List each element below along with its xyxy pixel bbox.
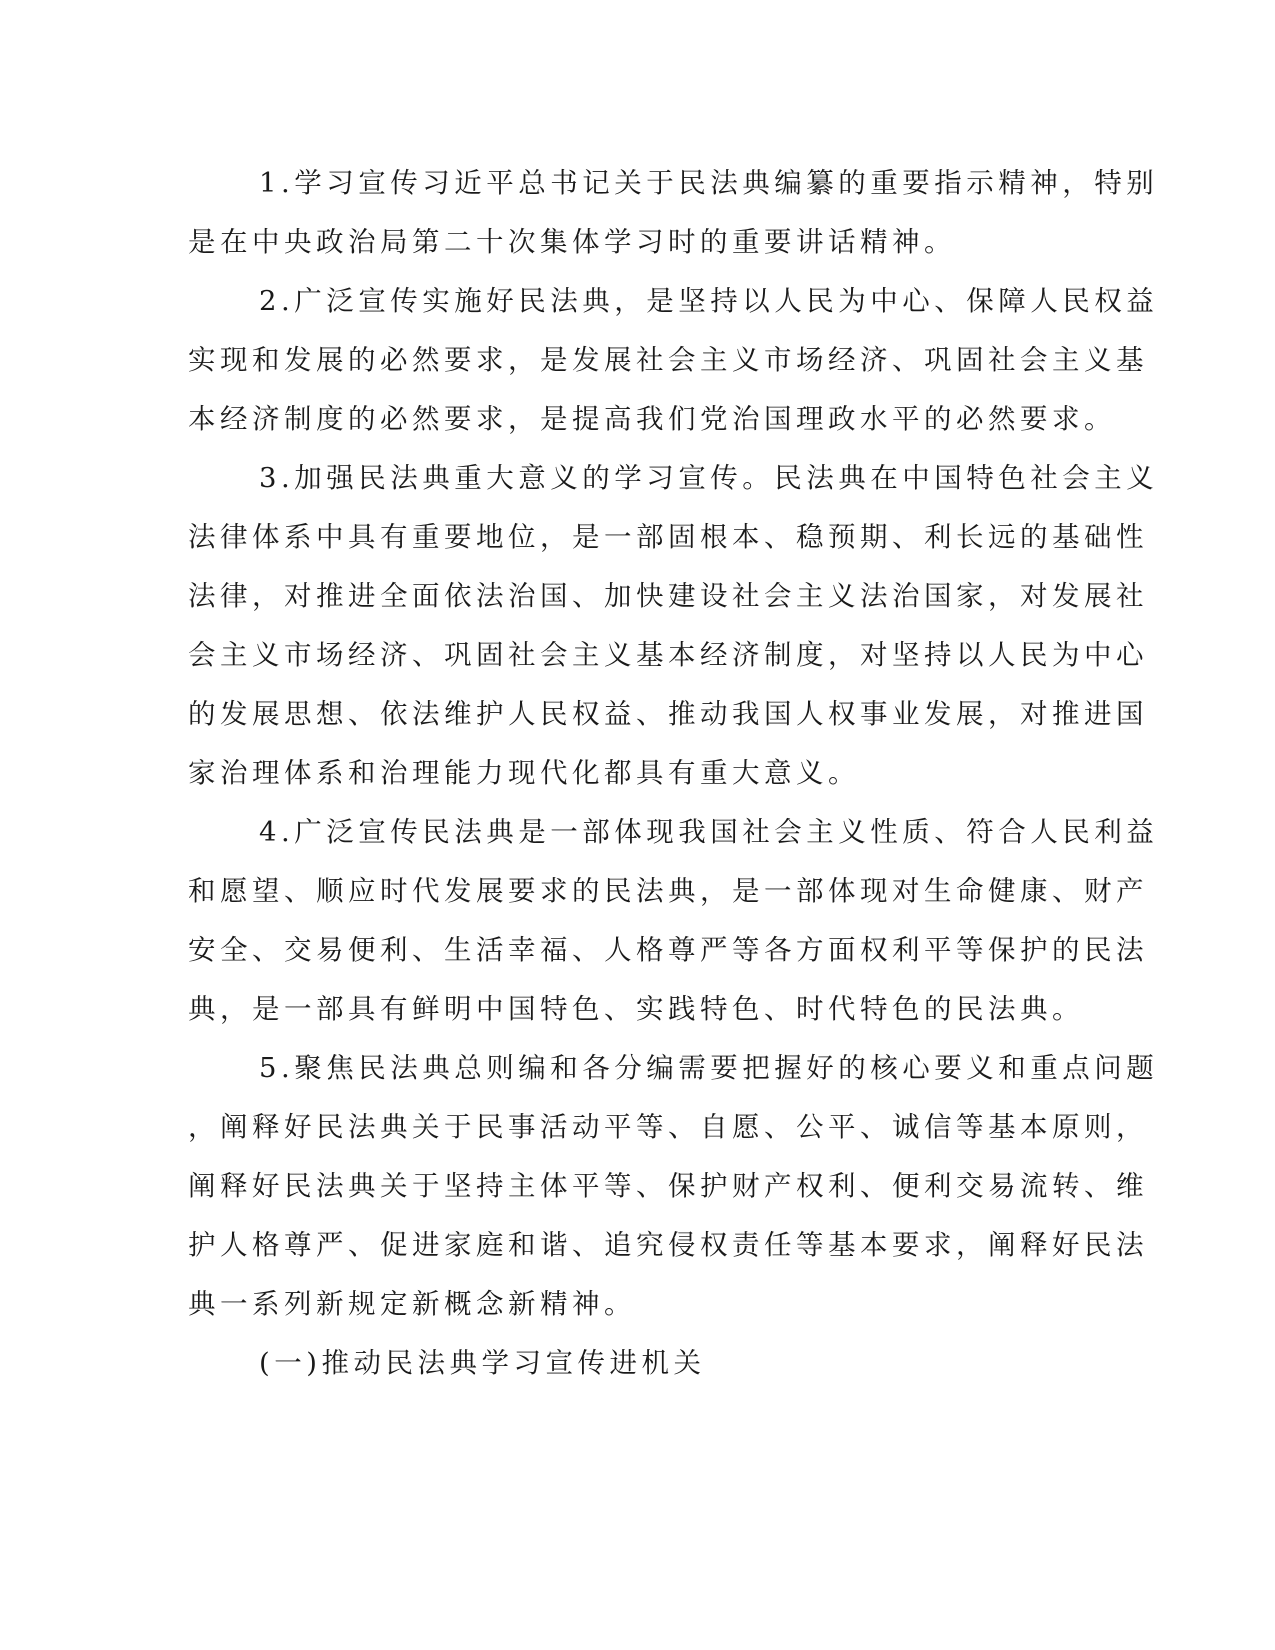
- paragraph-4-line-4: 典，是一部具有鲜明中国特色、实践特色、时代特色的民法典。: [188, 993, 1084, 1025]
- paragraph-5-line-5: 典一系列新规定新概念新精神。: [188, 1288, 636, 1320]
- paragraph-2-line-3: 本经济制度的必然要求，是提高我们党治国理政水平的必然要求。: [188, 403, 1116, 435]
- paragraph-4-line-1: 4.广泛宣传民法典是一部体现我国社会主义性质、符合人民利益: [259, 816, 1159, 848]
- paragraph-3-line-1: 3.加强民法典重大意义的学习宣传。民法典在中国特色社会主义: [259, 462, 1159, 494]
- paragraph-4-line-3: 安全、交易便利、生活幸福、人格尊严等各方面权利平等保护的民法: [188, 934, 1148, 966]
- paragraph-5-line-1: 5.聚焦民法典总则编和各分编需要把握好的核心要义和重点问题: [259, 1052, 1159, 1084]
- paragraph-5-line-2: ，阐释好民法典关于民事活动平等、自愿、公平、诚信等基本原则，: [188, 1111, 1148, 1143]
- paragraph-1-line-1: 1.学习宣传习近平总书记关于民法典编纂的重要指示精神，特别: [259, 167, 1159, 199]
- paragraph-5-line-4: 护人格尊严、促进家庭和谐、追究侵权责任等基本要求，阐释好民法: [188, 1229, 1148, 1261]
- paragraph-1-line-2: 是在中央政治局第二十次集体学习时的重要讲话精神。: [188, 226, 956, 258]
- paragraph-3-line-4: 会主义市场经济、巩固社会主义基本经济制度，对坚持以人民为中心: [188, 639, 1148, 671]
- paragraph-3-line-2: 法律体系中具有重要地位，是一部固根本、稳预期、利长远的基础性: [188, 521, 1148, 553]
- paragraph-3-line-3: 法律，对推进全面依法治国、加快建设社会主义法治国家，对发展社: [188, 580, 1148, 612]
- paragraph-3-line-6: 家治理体系和治理能力现代化都具有重大意义。: [188, 757, 860, 789]
- paragraph-4-line-2: 和愿望、顺应时代发展要求的民法典，是一部体现对生命健康、财产: [188, 875, 1148, 907]
- paragraph-2-line-2: 实现和发展的必然要求，是发展社会主义市场经济、巩固社会主义基: [188, 344, 1148, 376]
- paragraph-5-line-3: 阐释好民法典关于坚持主体平等、保护财产权利、便利交易流转、维: [188, 1170, 1148, 1202]
- paragraph-3-line-5: 的发展思想、依法维护人民权益、推动我国人权事业发展，对推进国: [188, 698, 1148, 730]
- section-heading: (一)推动民法典学习宣传进机关: [259, 1347, 706, 1379]
- paragraph-2-line-1: 2.广泛宣传实施好民法典，是坚持以人民为中心、保障人民权益: [259, 285, 1159, 317]
